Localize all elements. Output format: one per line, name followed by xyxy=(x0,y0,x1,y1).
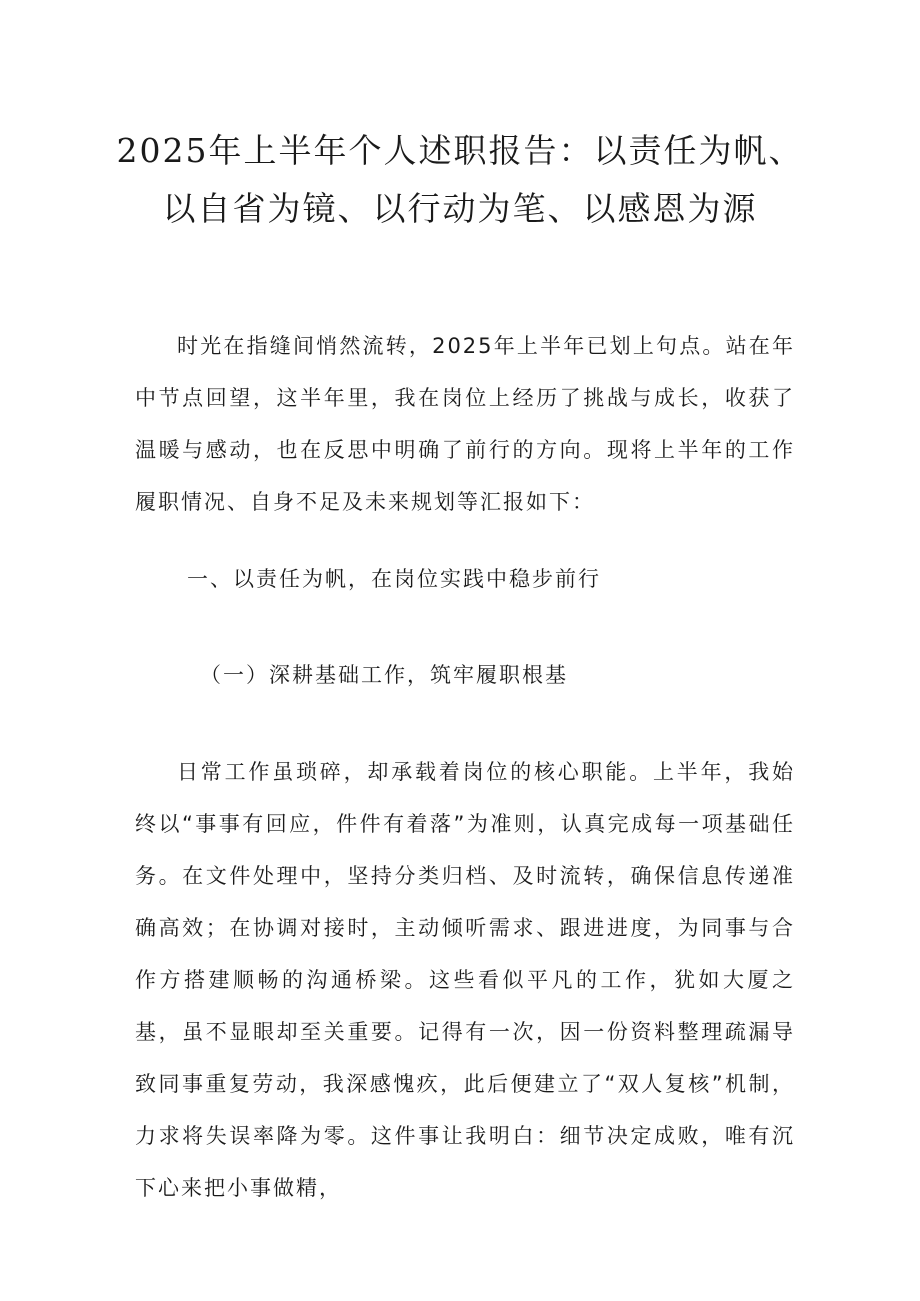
intro-paragraph: 时光在指缝间悄然流转，2025年上半年已划上句点。站在年中节点回望，这半年里，我在岗位上经历了挑战与成长，收获了温暖与感动，也在反思中明确了前行的方向。现将上半年的工作履职情况、自身不足及未来规划等汇报如下： xyxy=(135,334,795,514)
document-title xyxy=(100,122,820,238)
section-heading: 一、以责任为帆，在岗位实践中稳步前行 xyxy=(187,567,601,591)
title-line-2: 以自省为镜、以行动为笔、以感恩为源 xyxy=(162,189,758,228)
subsection-heading: （一）深耕基础工作，筑牢履职根基 xyxy=(200,663,568,687)
subsection-paragraph: 日常工作虽琐碎，却承载着岗位的核心职能。上半年，我始终以“事事有回应，件件有着落”为准则，认真完成每一项基础任务。在文件处理中，坚持分类归档、及时流转，确保信息传递准确高效；在协调对接时，主动倾听需求、跟进进度，为同事与合作方搭建顺畅的沟通桥梁。这些看似平凡的工作，犹如大厦之基，虽不显眼却至关重要。记得有一次，因一份资料整理疏漏导致同事重复劳动，我深感愧疚，此后便建立了“双人复核”机制，力求将失误率降为零。这件事让我明白：细节决定成败，唯有沉下心来把小事做精， xyxy=(135,760,795,1200)
title-line-1: 2025年上半年个人述职报告：以责任为帆、 xyxy=(116,131,804,170)
